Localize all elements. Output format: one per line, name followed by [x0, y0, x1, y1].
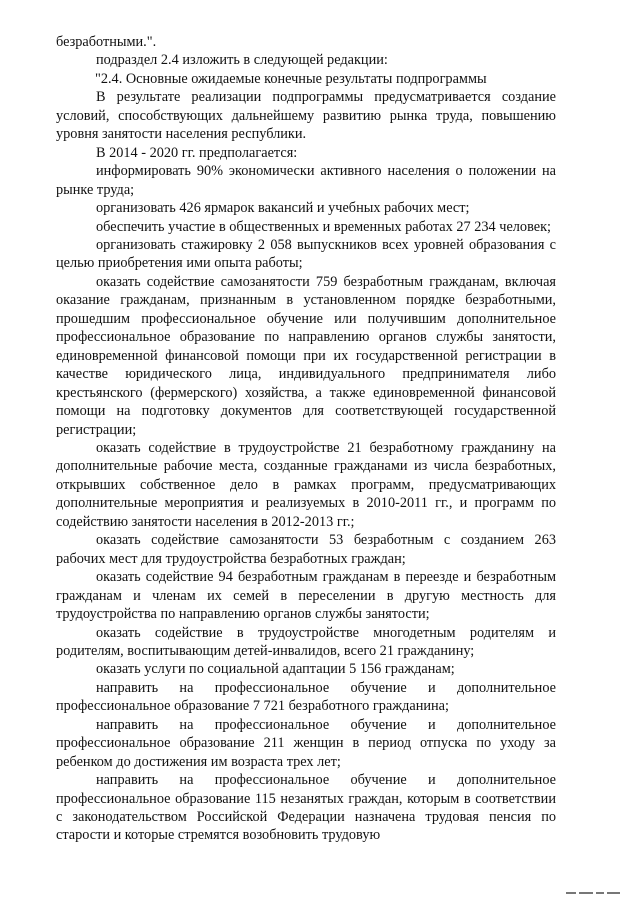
list-item: оказать содействие самозанятости 759 безработным гражданам, включая оказание гражданам, признанным в установленном порядке безработными, прошедшим профессиональное обучение или получившим дополнительное профессиональное образование по направлению органов службы занятости, единовременной финансовой помощи при их государственной регистрации в качестве юридического лица, индивидуального предпринимателя либо крестьянского (фермерского) хозяйства, а также единовременной финансовой помощи на подготовку документов для соответствующей государственной регистрации; [56, 273, 556, 438]
list-item: направить на профессиональное обучение и дополнительное профессиональное образование 211 женщин в период отпуска по уходу за ребенком до достижения им возраста трех лет; [56, 716, 556, 770]
section-heading: "2.4. Основные ожидаемые конечные результаты подпрограммы [95, 70, 487, 87]
paragraph: В 2014 - 2020 гг. предполагается: [96, 144, 298, 161]
list-item: оказать услуги по социальной адаптации 5 156 гражданам; [96, 661, 455, 678]
paragraph-continuation: безработными.". [56, 34, 157, 50]
list-item: направить на профессиональное обучение и дополнительное профессиональное образование 7 721 безработного гражданина; [56, 679, 556, 715]
list-item: направить на профессиональное обучение и дополнительное профессиональное образование 115 незанятых граждан, которым в соответствии с законодательством Российской Федерации назначена трудовая пенсия по старости и которые стремятся возобновить трудовую [56, 772, 556, 844]
list-item: организовать стажировку 2 058 выпускников всех уровней образования с целью приобретения ими опыта работы; [56, 236, 556, 272]
list-item: оказать содействие в трудоустройстве 21 безработному гражданину на дополнительные рабочие места, созданные гражданами из числа безработных, открывших собственное дело в рамках программ, предусматривающих дополнительные мероприятия и реализуемых в 2010-2011 гг., и программ по содействию занятости населения в 2012-2013 гг.; [56, 439, 556, 530]
list-item: оказать содействие 94 безработным гражданам в переезде и безработным гражданам и членам их семей в переселении в другую местность для трудоустройства по направлению органов службы занятости; [56, 569, 556, 623]
list-item: оказать содействие в трудоустройстве многодетным родителям и родителям, воспитывающим детей-инвалидов, всего 21 гражданину; [56, 624, 556, 659]
list-item: организовать 426 ярмарок вакансий и учебных рабочих мест; [96, 200, 470, 217]
list-item: обеспечить участие в общественных и временных работах 27 234 человек; [96, 218, 552, 235]
list-item: оказать содействие самозанятости 53 безработным с созданием 263 рабочих мест для трудоустройства безработных граждан; [56, 532, 556, 567]
page-footer-mark [566, 889, 620, 897]
paragraph-amendment-intro: подраздел 2.4 изложить в следующей редакции: [96, 52, 388, 69]
list-item: информировать 90% экономически активного населения о положении на рынке труда; [56, 163, 556, 198]
paragraph: В результате реализации подпрограммы предусматривается создание условий, способствующих дальнейшему развитию рынка труда, повышению уровня занятости населения республики. [56, 89, 556, 143]
